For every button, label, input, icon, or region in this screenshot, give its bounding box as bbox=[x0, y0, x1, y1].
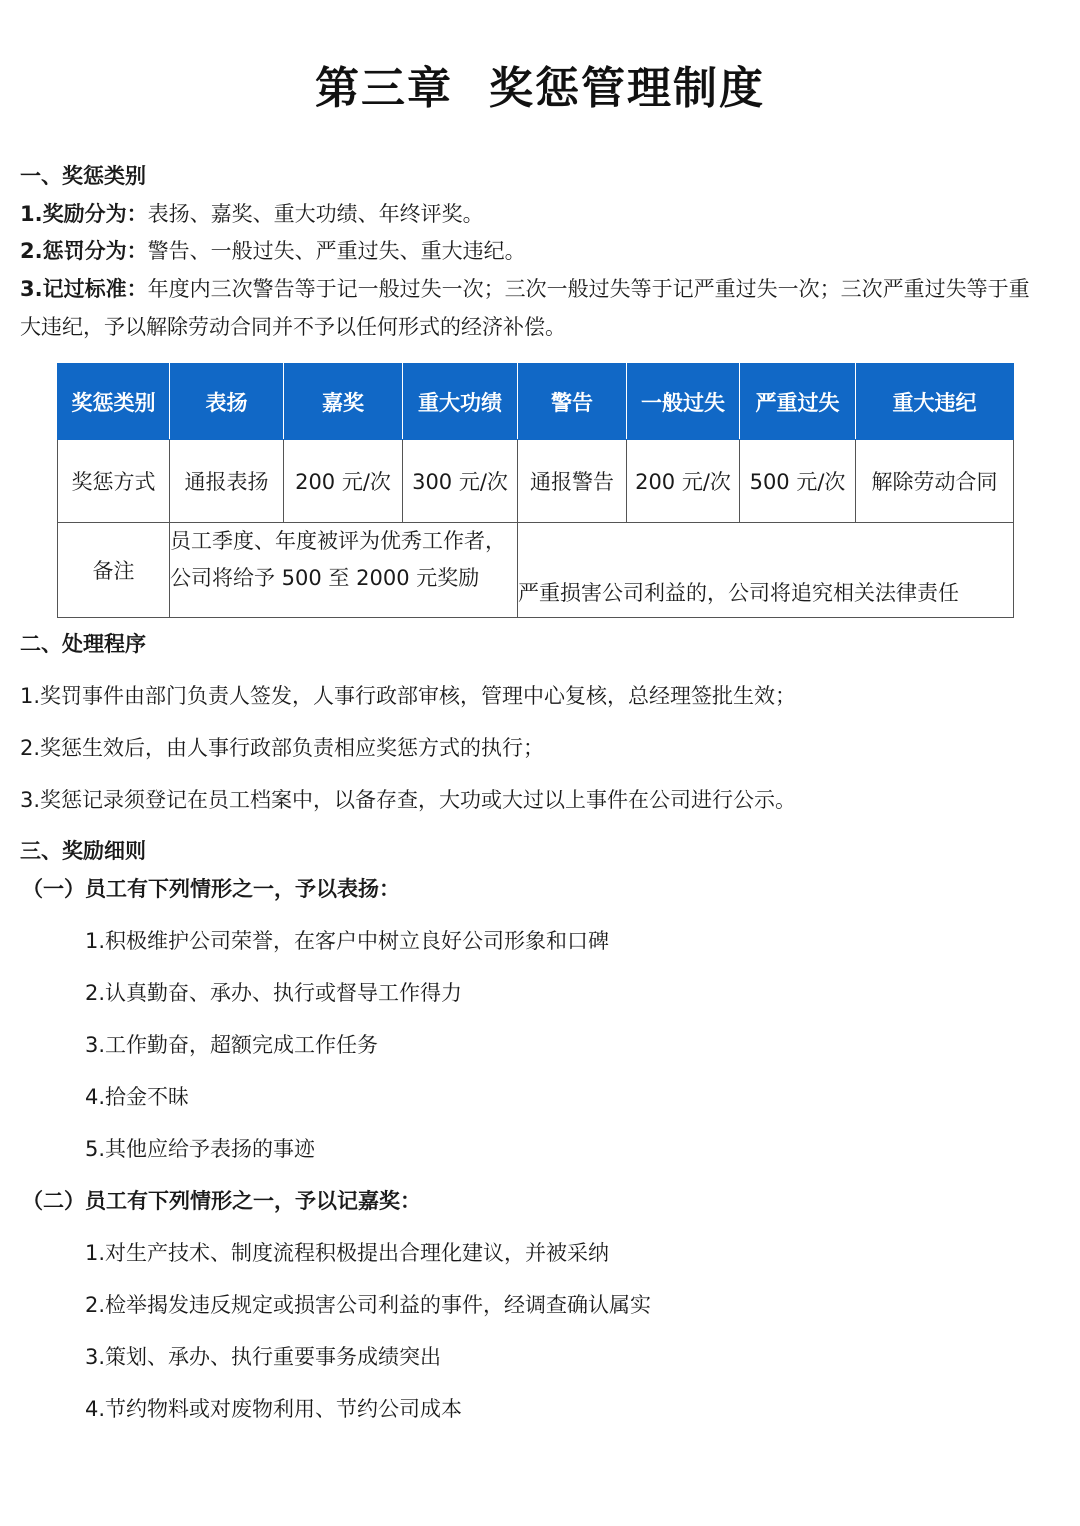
table-cell: 通报表扬 bbox=[170, 440, 284, 523]
table-cell: 奖惩方式 bbox=[58, 440, 170, 523]
section-2-heading: 二、处理程序 bbox=[20, 632, 146, 656]
remark-reward-cell bbox=[170, 523, 518, 618]
reward-types-text: 表扬、嘉奖、重大功绩、年终评奖。 bbox=[147, 202, 484, 226]
list-item: 2.奖惩生效后，由人事行政部负责相应奖惩方式的执行； bbox=[20, 736, 545, 760]
list-item: 2.认真勤奋、承办、执行或督导工作得力 bbox=[85, 981, 463, 1005]
remark-reward-line: 公司将给予 500 至 2000 元奖励 bbox=[170, 566, 480, 590]
list-item: 1.积极维护公司荣誉，在客户中树立良好公司形象和口碑 bbox=[85, 929, 610, 953]
table-header-cell: 严重过失 bbox=[740, 364, 856, 440]
list-item: 3.策划、承办、执行重要事务成绩突出 bbox=[85, 1345, 442, 1369]
reward-penalty-table bbox=[57, 363, 1014, 618]
table-cell: 通报警告 bbox=[518, 440, 627, 523]
table-header-cell: 重大功绩 bbox=[403, 364, 518, 440]
chapter-title: 奖惩管理制度 bbox=[489, 63, 765, 114]
list-item: 3.工作勤奋，超额完成工作任务 bbox=[85, 1033, 379, 1057]
table-header-row bbox=[58, 364, 1014, 440]
section-1-heading: 一、奖惩类别 bbox=[20, 164, 146, 188]
reward-types-line bbox=[20, 198, 484, 228]
penalty-types-text: 警告、一般过失、严重过失、重大违纪。 bbox=[147, 239, 526, 263]
demerit-standard-label: 3.记过标准： bbox=[20, 277, 148, 301]
table-header-cell: 一般过失 bbox=[627, 364, 740, 440]
table-header-cell: 嘉奖 bbox=[284, 364, 403, 440]
table-header-cell: 重大违纪 bbox=[856, 364, 1014, 440]
table-header-cell: 警告 bbox=[518, 364, 627, 440]
list-item: 3.奖惩记录须登记在员工档案中，以备存查，大功或大过以上事件在公司进行公示。 bbox=[20, 788, 797, 812]
list-item: 1.奖罚事件由部门负责人签发，人事行政部审核，管理中心复核，总经理签批生效； bbox=[20, 684, 797, 708]
list-item: 4.拾金不昧 bbox=[85, 1085, 190, 1109]
penalty-types-label: 2.惩罚分为： bbox=[20, 239, 148, 263]
list-item: 4.节约物料或对废物利用、节约公司成本 bbox=[85, 1397, 463, 1421]
table-header-cell: 奖惩类别 bbox=[58, 364, 170, 440]
table-row bbox=[58, 440, 1014, 523]
remark-label-cell: 备注 bbox=[58, 523, 170, 618]
chapter-number: 第三章 bbox=[315, 63, 453, 114]
demerit-standard-continued: 大违纪，予以解除劳动合同并不予以任何形式的经济补偿。 bbox=[20, 315, 566, 339]
table-cell: 200 元/次 bbox=[284, 440, 403, 523]
reward-types-label: 1.奖励分为： bbox=[20, 202, 148, 226]
table-cell: 300 元/次 bbox=[403, 440, 518, 523]
table-header-cell: 表扬 bbox=[170, 364, 284, 440]
demerit-standard-line bbox=[20, 273, 1030, 303]
table-cell: 500 元/次 bbox=[740, 440, 856, 523]
list-item: 2.检举揭发违反规定或损害公司利益的事件，经调查确认属实 bbox=[85, 1293, 652, 1317]
remark-reward-line: 员工季度、年度被评为优秀工作者， bbox=[170, 529, 506, 553]
table-row-remark bbox=[58, 523, 1014, 618]
list-item: 1.对生产技术、制度流程积极提出合理化建议，并被采纳 bbox=[85, 1241, 610, 1265]
subsection-1-heading: （一）员工有下列情形之一，予以表扬： bbox=[22, 877, 400, 901]
demerit-standard-text: 年度内三次警告等于记一般过失一次；三次一般过失等于记严重过失一次；三次严重过失等于重 bbox=[147, 277, 1030, 301]
page-title bbox=[0, 52, 1080, 116]
section-3-heading: 三、奖励细则 bbox=[20, 839, 146, 863]
penalty-types-line bbox=[20, 235, 526, 265]
table-cell: 200 元/次 bbox=[627, 440, 740, 523]
subsection-2-heading: （二）员工有下列情形之一，予以记嘉奖： bbox=[22, 1189, 421, 1213]
list-item: 5.其他应给予表扬的事迹 bbox=[85, 1137, 316, 1161]
table-cell: 解除劳动合同 bbox=[856, 440, 1014, 523]
remark-penalty-cell: 严重损害公司利益的，公司将追究相关法律责任 bbox=[518, 523, 1014, 618]
